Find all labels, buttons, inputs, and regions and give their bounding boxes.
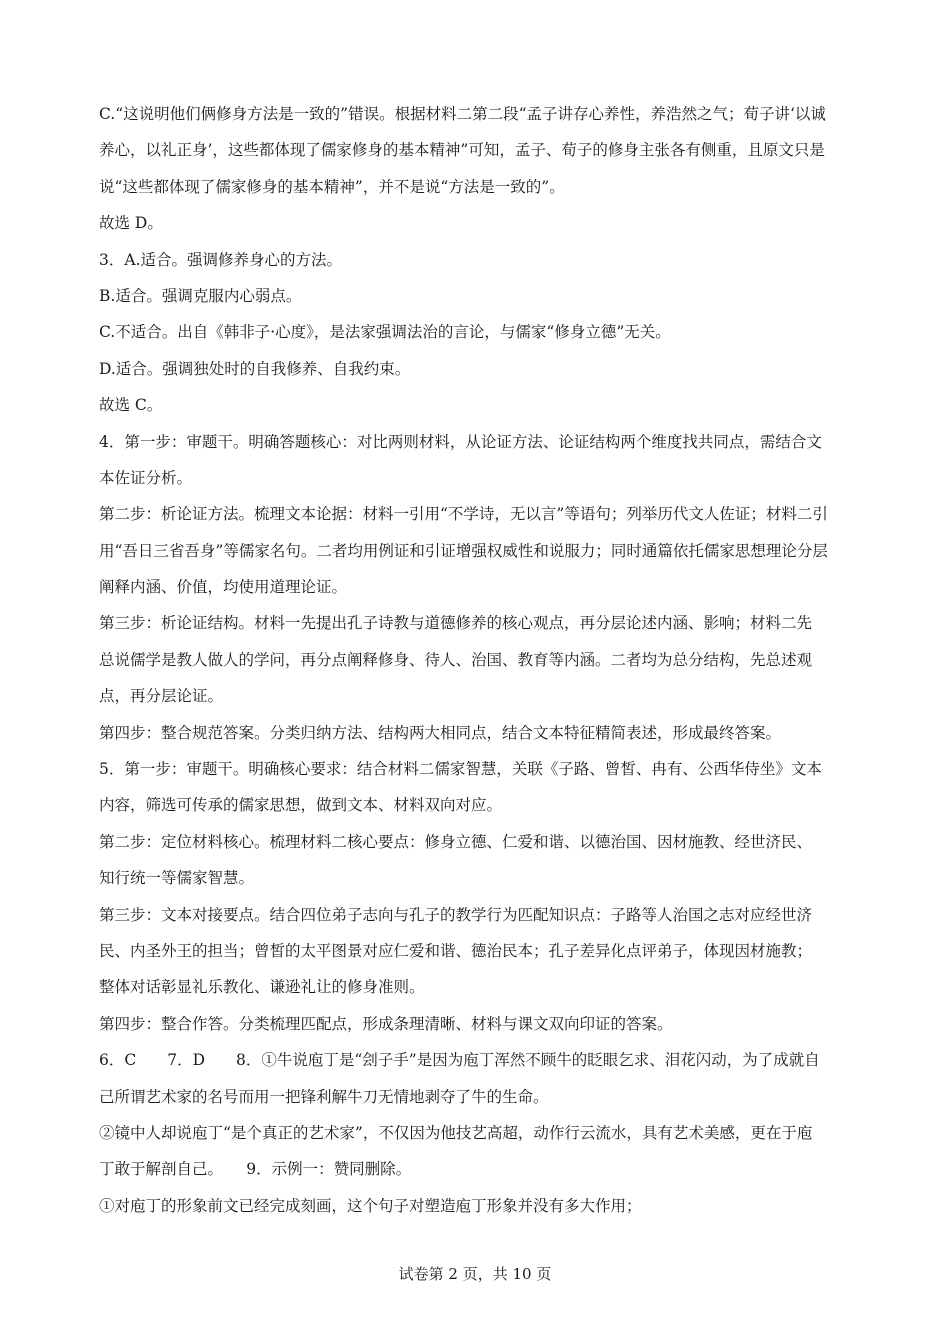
text-line: 内容，筛选可传承的儒家思想，做到文本、材料双向对应。 — [99, 796, 503, 815]
text-line: ②镜中人却说庖丁“是个真正的艺术家”，不仅因为他技艺高超，动作行云流水，具有艺术美感，更在于庖 — [99, 1123, 813, 1142]
text-line: ①对庖丁的形象前文已经完成刻画，这个句子对塑造庖丁形象并没有多大作用； — [99, 1196, 642, 1215]
answer-text-body — [99, 96, 859, 1224]
page-footer: 试卷第 2 页，共 10 页 — [398, 1265, 552, 1283]
text-line: 用“吾日三省吾身”等儒家名句。二者均用例证和引证增强权威性和说服力；同时通篇依托儒家思想理论分层 — [99, 541, 828, 560]
text-line: 第四步：整合规范答案。分类归纳方法、结构两大相同点，结合文本特征精简表述，形成最终答案。 — [99, 723, 782, 742]
text-line: 总说儒学是教人做人的学问，再分点阐释修身、待人、治国、教育等内涵。二者均为总分结构，先总述观 — [99, 650, 813, 669]
text-line: 6．C 7．D 8．①牛说庖丁是“刽子手”是因为庖丁浑然不顾牛的眨眼乞求、泪花闪动，为了成就自 — [99, 1051, 820, 1070]
text-line: 故选 C。 — [99, 396, 163, 415]
text-line: 第二步：析论证方法。梳理文本论据：材料一引用“不学诗，无以言”等语句；列举历代文人佐证；材料二引 — [99, 505, 828, 524]
text-line: 点，再分层论证。 — [99, 687, 224, 706]
text-line: 5．第一步：审题干。明确核心要求：结合材料二儒家智慧，关联《子路、曾皙、冉有、公西华侍坐》文本 — [99, 760, 822, 779]
text-line: 本佐证分析。 — [99, 468, 193, 487]
text-line: 第四步：整合作答。分类梳理匹配点，形成条理清晰、材料与课文双向印证的答案。 — [99, 1014, 673, 1033]
text-line: C.“这说明他们俩修身方法是一致的”错误。根据材料二第二段“孟子讲存心养性，养浩然之气；荀子讲‘以诚 — [99, 105, 826, 123]
text-line: 说“这些都体现了儒家修身的基本精神”，并不是说“方法是一致的”。 — [99, 177, 565, 196]
text-line: 第三步：析论证结构。材料一先提出孔子诗教与道德修养的核心观点，再分层论述内涵、影响；材料二先 — [99, 614, 813, 633]
text-line: 4．第一步：审题干。明确答题核心：对比两则材料，从论证方法、论证结构两个维度找共同点，需结合文 — [99, 432, 822, 451]
text-line: 第三步：文本对接要点。结合四位弟子志向与孔子的教学行为匹配知识点：子路等人治国之志对应经世济 — [99, 905, 813, 924]
text-line: 故选 D。 — [99, 214, 163, 233]
text-line: C.不适合。出自《韩非子·心度》，是法家强调法治的言论，与儒家“修身立德”无关。 — [99, 323, 671, 342]
text-line: D.适合。强调独处时的自我修养、自我约束。 — [99, 359, 411, 378]
text-line: 整体对话彰显礼乐教化、谦逊礼让的修身准则。 — [99, 978, 425, 997]
text-line: B.适合。强调克服内心弱点。 — [99, 286, 302, 305]
text-line: 养心，以礼正身’，这些都体现了儒家修身的基本精神”可知，孟子、荀子的修身主张各有侧重，且原文只是 — [99, 141, 825, 160]
text-line: 民、内圣外王的担当；曾皙的太平图景对应仁爱和谐、德治民本；孔子差异化点评弟子，体现因材施教； — [99, 941, 813, 960]
text-line: 知行统一等儒家智慧。 — [99, 869, 255, 888]
text-line: 3．A.适合。强调修养身心的方法。 — [99, 250, 342, 269]
text-line: 阐释内涵、价值，均使用道理论证。 — [99, 578, 348, 597]
text-line: 己所谓艺术家的名号而用一把锋利解牛刀无情地剥夺了牛的生命。 — [99, 1087, 549, 1106]
text-line: 丁敢于解剖自己。 9．示例一：赞同删除。 — [99, 1160, 412, 1179]
text-line: 第二步：定位材料核心。梳理材料二核心要点：修身立德、仁爱和谐、以德治国、因材施教、经世济民、 — [99, 832, 813, 851]
